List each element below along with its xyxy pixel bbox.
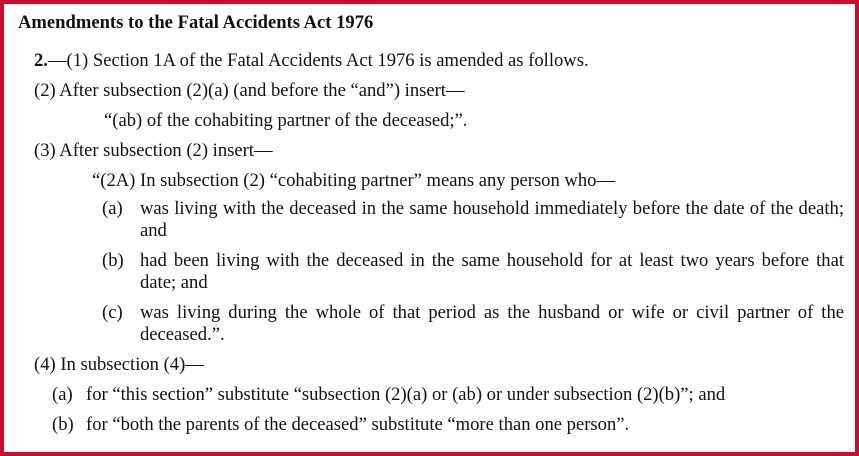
subsection-4-item-b: [16, 414, 844, 436]
subsection-2: (2) After subsection (2)(a) (and before the “and”) insert—: [34, 80, 465, 101]
item-text: was living with the deceased in the same household immediately before the date of the death; and: [140, 198, 844, 241]
item-label: (a): [52, 384, 73, 405]
subsection-3-item-b: [16, 250, 844, 294]
subsection-2-quote: “(ab) of the cohabiting partner of the deceased;”.: [104, 110, 468, 131]
subsection-3-item-a: [16, 198, 844, 242]
document-heading: Amendments to the Fatal Accidents Act 1976: [18, 12, 374, 33]
section-2-intro: [34, 50, 844, 72]
item-text: for “both the parents of the deceased” substitute “more than one person”.: [86, 414, 630, 435]
item-label: (c): [102, 302, 123, 323]
section-intro-text: —(1) Section 1A of the Fatal Accidents Act 1976 is amended as follows.: [47, 50, 589, 71]
subsection-4: (4) In subsection (4)—: [34, 354, 204, 375]
subsection-3-item-c: [16, 302, 844, 346]
subsection-3: (3) After subsection (2) insert—: [34, 140, 273, 161]
document-body: [16, 12, 844, 444]
subsection-4-item-a: [16, 384, 844, 406]
item-label: (a): [102, 198, 123, 219]
section-number: 2.: [34, 50, 48, 71]
item-text: for “this section” substitute “subsection (2)(a) or (ab) or under subsection (2)(b)”; and: [86, 384, 726, 405]
item-label: (b): [52, 414, 74, 435]
subsection-3-quote: “(2A) In subsection (2) “cohabiting partner” means any person who—: [92, 170, 616, 191]
item-text: had been living with the deceased in the same household for at least two years before that date; and: [140, 250, 844, 293]
item-text: was living during the whole of that period as the husband or wife or civil partner of the deceased.”.: [140, 302, 844, 345]
item-label: (b): [102, 250, 124, 271]
